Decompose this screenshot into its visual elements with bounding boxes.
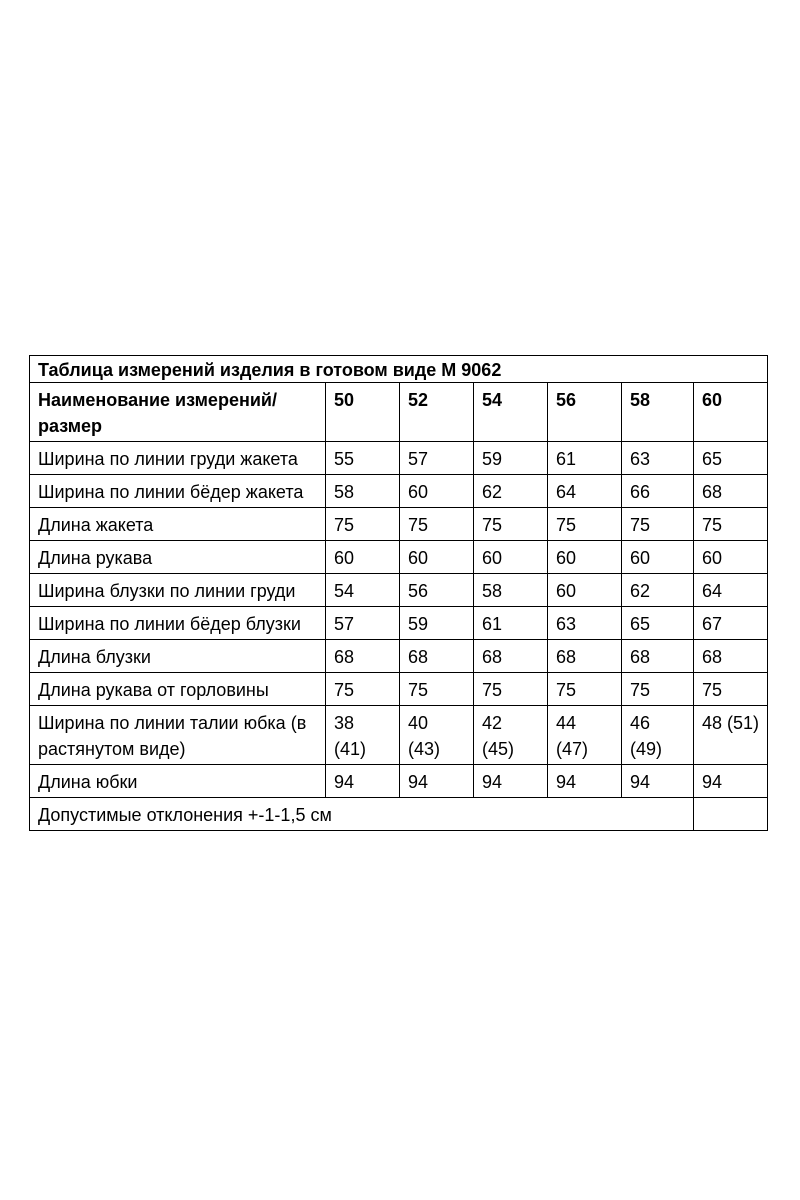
measurement-table-container (29, 355, 767, 831)
value-cell: 55 (326, 442, 400, 475)
row-label: Длина блузки (30, 640, 326, 673)
value-cell: 61 (474, 607, 548, 640)
value-cell: 65 (622, 607, 694, 640)
value-cell: 94 (548, 765, 622, 798)
measurement-table (29, 355, 768, 831)
size-header: 60 (694, 383, 768, 442)
value-cell: 65 (694, 442, 768, 475)
table-row (30, 475, 768, 508)
size-header: 52 (400, 383, 474, 442)
value-cell: 75 (622, 508, 694, 541)
value-cell: 60 (548, 574, 622, 607)
value-cell: 48 (51) (694, 706, 768, 765)
table-row (30, 508, 768, 541)
value-cell: 75 (694, 508, 768, 541)
value-cell: 68 (622, 640, 694, 673)
row-label: Ширина по линии бёдер блузки (30, 607, 326, 640)
size-header: 54 (474, 383, 548, 442)
value-cell: 60 (474, 541, 548, 574)
value-cell: 94 (400, 765, 474, 798)
row-label: Ширина блузки по линии груди (30, 574, 326, 607)
table-row (30, 706, 768, 765)
size-header: 50 (326, 383, 400, 442)
value-cell: 94 (694, 765, 768, 798)
value-cell: 46 (49) (622, 706, 694, 765)
empty-cell (694, 798, 768, 831)
value-cell: 75 (400, 673, 474, 706)
value-cell: 68 (694, 640, 768, 673)
row-label: Длина рукава от горловины (30, 673, 326, 706)
table-row (30, 442, 768, 475)
value-cell: 68 (548, 640, 622, 673)
table-row (30, 765, 768, 798)
row-label: Длина рукава (30, 541, 326, 574)
value-cell: 44 (47) (548, 706, 622, 765)
value-cell: 42 (45) (474, 706, 548, 765)
value-cell: 64 (548, 475, 622, 508)
value-cell: 57 (326, 607, 400, 640)
row-label: Ширина по линии бёдер жакета (30, 475, 326, 508)
value-cell: 40 (43) (400, 706, 474, 765)
row-label: Ширина по линии груди жакета (30, 442, 326, 475)
value-cell: 94 (474, 765, 548, 798)
value-cell: 58 (474, 574, 548, 607)
value-cell: 68 (400, 640, 474, 673)
value-cell: 94 (622, 765, 694, 798)
value-cell: 67 (694, 607, 768, 640)
table-row (30, 673, 768, 706)
value-cell: 75 (400, 508, 474, 541)
header-label: Наименование измерений/размер (30, 383, 326, 442)
value-cell: 68 (694, 475, 768, 508)
value-cell: 68 (474, 640, 548, 673)
row-label: Ширина по линии талии юбка (в растянутом виде) (30, 706, 326, 765)
value-cell: 75 (694, 673, 768, 706)
value-cell: 38 (41) (326, 706, 400, 765)
value-cell: 75 (474, 673, 548, 706)
row-label: Длина юбки (30, 765, 326, 798)
value-cell: 62 (622, 574, 694, 607)
value-cell: 68 (326, 640, 400, 673)
value-cell: 75 (474, 508, 548, 541)
size-header: 56 (548, 383, 622, 442)
value-cell: 66 (622, 475, 694, 508)
title-row (30, 356, 768, 383)
table-title: Таблица измерений изделия в готовом виде М 9062 (30, 356, 768, 383)
value-cell: 63 (622, 442, 694, 475)
value-cell: 57 (400, 442, 474, 475)
value-cell: 61 (548, 442, 622, 475)
table-row (30, 574, 768, 607)
table-row (30, 541, 768, 574)
value-cell: 75 (326, 673, 400, 706)
value-cell: 60 (694, 541, 768, 574)
value-cell: 56 (400, 574, 474, 607)
value-cell: 60 (548, 541, 622, 574)
table-row (30, 607, 768, 640)
value-cell: 60 (400, 475, 474, 508)
value-cell: 75 (622, 673, 694, 706)
value-cell: 60 (400, 541, 474, 574)
header-row (30, 383, 768, 442)
value-cell: 60 (326, 541, 400, 574)
footer-row (30, 798, 768, 831)
tolerance-note: Допустимые отклонения +-1-1,5 см (30, 798, 694, 831)
value-cell: 63 (548, 607, 622, 640)
value-cell: 59 (474, 442, 548, 475)
value-cell: 59 (400, 607, 474, 640)
value-cell: 62 (474, 475, 548, 508)
value-cell: 75 (548, 673, 622, 706)
row-label: Длина жакета (30, 508, 326, 541)
value-cell: 75 (326, 508, 400, 541)
value-cell: 60 (622, 541, 694, 574)
table-row (30, 640, 768, 673)
value-cell: 64 (694, 574, 768, 607)
value-cell: 54 (326, 574, 400, 607)
value-cell: 75 (548, 508, 622, 541)
value-cell: 58 (326, 475, 400, 508)
value-cell: 94 (326, 765, 400, 798)
size-header: 58 (622, 383, 694, 442)
